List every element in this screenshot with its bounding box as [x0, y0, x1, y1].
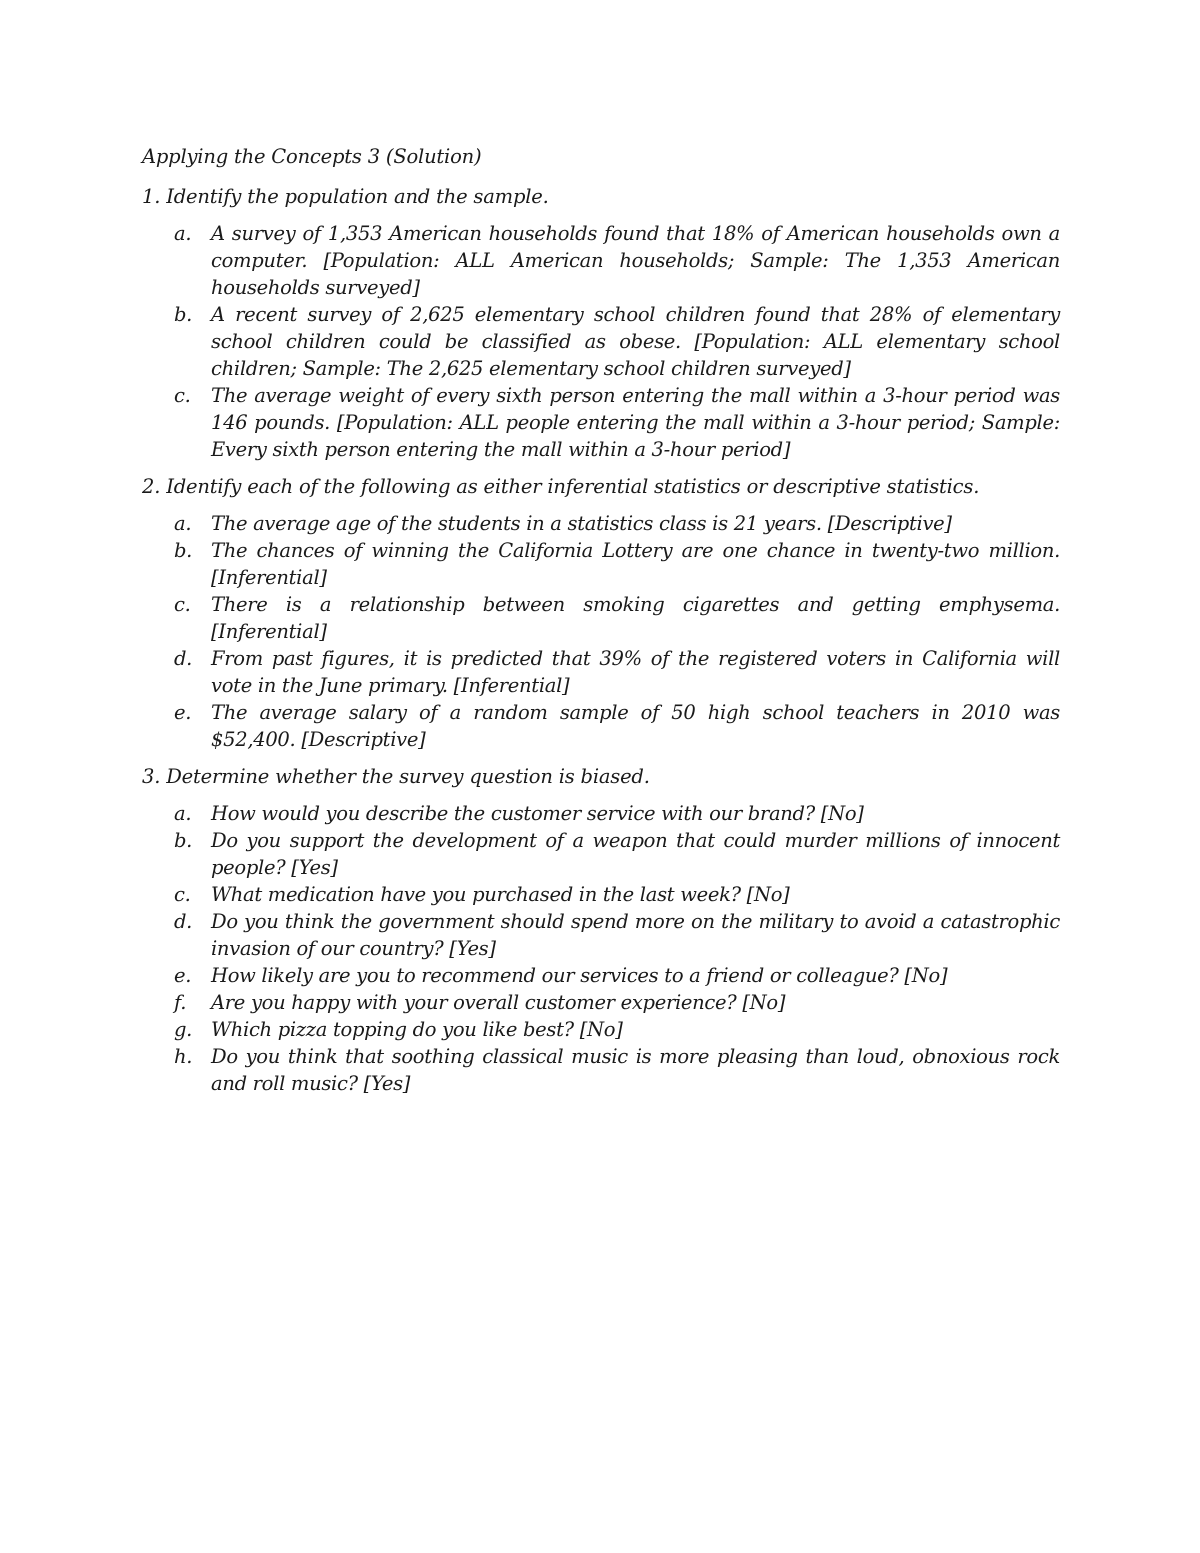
item-text: Do you think the government should spend more on the military to avoid a catastrophic invasion of our country? [Yes]	[211, 910, 1060, 960]
list-item	[142, 989, 1060, 1016]
item-text: Which pizza topping do you like best? [No]	[211, 1018, 623, 1041]
question-1	[142, 183, 1060, 463]
question-items	[142, 510, 1060, 753]
item-text: What medication have you purchased in the last week? [No]	[211, 883, 790, 906]
item-letter: c.	[174, 883, 191, 906]
item-text: A recent survey of 2,625 elementary school children found that 28% of elementary school children could be classified as obese. [Population: ALL elementary school children; Sample: The 2,625 elementary school children surveyed]	[211, 303, 1060, 380]
item-letter: d.	[174, 910, 193, 933]
list-item	[142, 220, 1060, 301]
item-text: From past figures, it is predicted that 39% of the registered voters in California will vote in the June primary. [Inferential]	[211, 647, 1060, 697]
item-letter: e.	[174, 964, 192, 987]
item-letter: b.	[174, 539, 193, 562]
question-items	[142, 800, 1060, 1097]
item-text: Are you happy with your overall customer experience? [No]	[211, 991, 786, 1014]
question-heading: 1. Identify the population and the sample.	[142, 185, 549, 208]
item-letter: a.	[174, 802, 192, 825]
question-items	[142, 220, 1060, 463]
question-heading: 2. Identify each of the following as either inferential statistics or descriptive statistics.	[142, 475, 980, 498]
item-letter: b.	[174, 829, 193, 852]
item-letter: a.	[174, 222, 192, 245]
item-text: The average age of the students in a statistics class is 21 years. [Descriptive]	[211, 512, 952, 535]
list-item	[142, 908, 1060, 962]
item-letter: e.	[174, 701, 192, 724]
question-heading: 3. Determine whether the survey question is biased.	[142, 765, 650, 788]
list-item	[142, 827, 1060, 881]
list-item	[142, 881, 1060, 908]
list-item	[142, 645, 1060, 699]
item-text: Do you support the development of a weapon that could murder millions of innocent people? [Yes]	[211, 829, 1060, 879]
list-item	[142, 699, 1060, 753]
question-3	[142, 763, 1060, 1097]
item-letter: h.	[174, 1045, 193, 1068]
list-item	[142, 1016, 1060, 1043]
item-text: The chances of winning the California Lottery are one chance in twenty-two million. [Inferential]	[211, 539, 1060, 589]
item-text: How likely are you to recommend our services to a friend or colleague? [No]	[211, 964, 948, 987]
list-item	[142, 510, 1060, 537]
item-letter: c.	[174, 593, 191, 616]
list-item	[142, 537, 1060, 591]
item-letter: b.	[174, 303, 193, 326]
list-item	[142, 591, 1060, 645]
list-item	[142, 1043, 1060, 1097]
list-item	[142, 301, 1060, 382]
question-2	[142, 473, 1060, 753]
item-letter: a.	[174, 512, 192, 535]
item-text: Do you think that soothing classical music is more pleasing than loud, obnoxious rock and roll music? [Yes]	[211, 1045, 1060, 1095]
list-item	[142, 800, 1060, 827]
item-letter: g.	[174, 1018, 193, 1041]
list-item	[142, 382, 1060, 463]
item-text: The average salary of a random sample of 50 high school teachers in 2010 was $52,400. [Descriptive]	[211, 701, 1060, 751]
document-page	[142, 143, 1060, 1107]
item-text: The average weight of every sixth person entering the mall within a 3-hour period was 146 pounds. [Population: ALL people entering the mall within a 3-hour period; Sample: Every sixth person entering the mall within a 3-hour period]	[211, 384, 1060, 461]
list-item	[142, 962, 1060, 989]
item-letter: c.	[174, 384, 191, 407]
item-text: How would you describe the customer service with our brand? [No]	[211, 802, 864, 825]
item-letter: d.	[174, 647, 193, 670]
page-title: Applying the Concepts 3 (Solution)	[142, 145, 482, 168]
item-text: A survey of 1,353 American households found that 18% of American households own a computer. [Population: ALL American households; Sample: The 1,353 American households surveyed]	[211, 222, 1060, 299]
item-letter: f.	[174, 991, 187, 1014]
item-text: There is a relationship between smoking cigarettes and getting emphysema. [Inferential]	[211, 593, 1060, 643]
